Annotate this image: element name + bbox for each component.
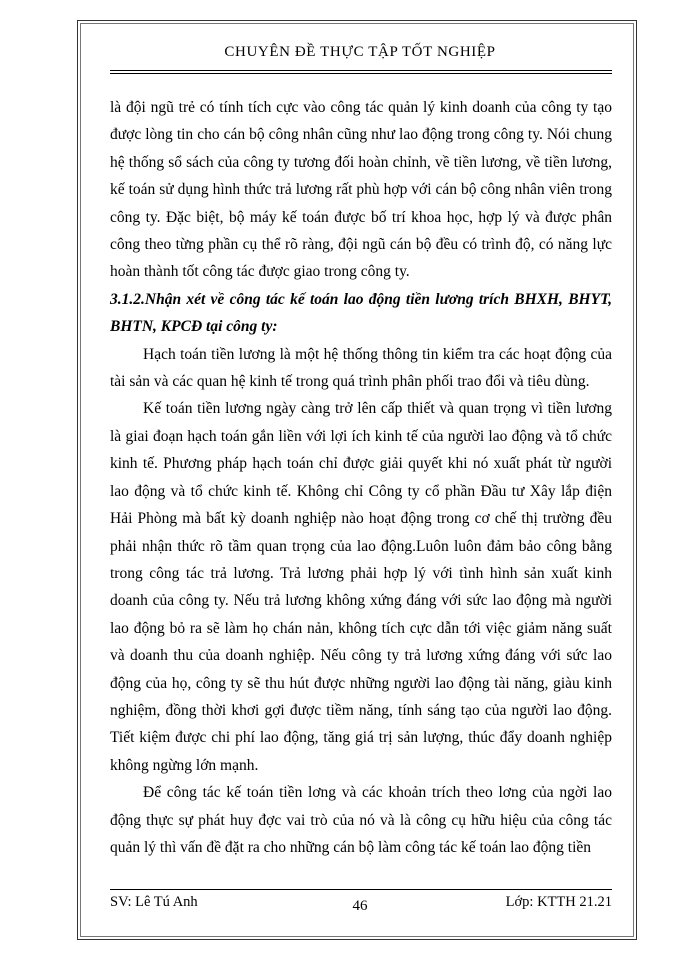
header-divider <box>110 70 612 74</box>
page-body <box>110 94 612 861</box>
paragraph-4: Để công tác kế toán tiền lơng và các khoản trích theo lơng của ngời lao động thực sự phát huy đợc vai trò của nó và là công cụ hữu hiệu của công tác quản lý thì vấn đề đặt ra cho những cán bộ làm công tác kế toán lao động tiền <box>110 784 612 856</box>
footer-class: Lớp: KTTH 21.21 <box>505 894 612 910</box>
footer-student-name: SV: Lê Tú Anh <box>110 894 198 910</box>
section-heading: 3.1.2.Nhận xét về công tác kế toán lao động tiền lương trích BHXH, BHYT, BHTN, KPCĐ tại công ty: <box>110 290 612 336</box>
paragraph-1: là đội ngũ trẻ có tính tích cực vào công tác quản lý kinh doanh của công ty tạo được lòng tin cho cán bộ công nhân cũng như lao động trong công ty. Nói chung hệ thống sổ sách của công ty tương đối hoàn chỉnh, về tiền lương, về tiền lương, kế toán sử dụng hình thức trả lương rất phù hợp với cán bộ công nhân viên trong công ty. Đặc biệt, bộ máy kế toán được bố trí khoa học, hợp lý và được phân công theo từng phần cụ thể rõ ràng, đội ngũ cán bộ đều có trình độ, có năng lực hoàn thành tốt công tác được giao trong công ty. <box>110 99 612 281</box>
paragraph-2: Hạch toán tiền lương là một hệ thống thông tin kiểm tra các hoạt động của tài sản và các quan hệ kinh tế trong quá trình phân phối trao đổi và tiêu dùng. <box>110 345 612 391</box>
paragraph-3: Kế toán tiền lương ngày càng trở lên cấp thiết và quan trọng vì tiền lương là giai đoạn hạch toán gắn liền với lợi ích kinh tế của người lao động và tổ chức kinh tế. Phương pháp hạch toán chỉ được giải quyết khi nó xuất phát từ người lao động và tổ chức kinh tế. Không chỉ Công ty cổ phần Đầu tư Xây lắp điện Hải Phòng mà bất kỳ doanh nghiệp nào hoạt động trong cơ chế thị trường đều phải nhận thức rõ tầm quan trọng của lao động.Luôn luôn đảm bảo công bằng trong công tác trả lương. Trả lương phải hợp lý với tình hình sản xuất kinh doanh của công ty. Nếu trả lương không xứng đáng với sức lao động mà người lao động bỏ ra sẽ làm họ chán nản, không tích cực dẫn tới việc giảm năng suất và doanh thu của doanh nghiệp. Nếu công ty trả lương xứng đáng với sức lao động của họ, công ty sẽ thu hút được những người lao động tài năng, giàu kinh nghiệm, đồng thời khơi gợi được tiềm năng, tính sáng tạo của người lao động. Tiết kiệm được chi phí lao động, tăng giá trị sản lượng, thúc đẩy doanh nghiệp không ngừng lớn mạnh. <box>110 400 612 774</box>
footer-divider <box>110 889 612 890</box>
page-number: 46 <box>352 898 368 914</box>
page-header-title: CHUYÊN ĐỀ THỰC TẬP TỐT NGHIỆP <box>224 44 496 60</box>
